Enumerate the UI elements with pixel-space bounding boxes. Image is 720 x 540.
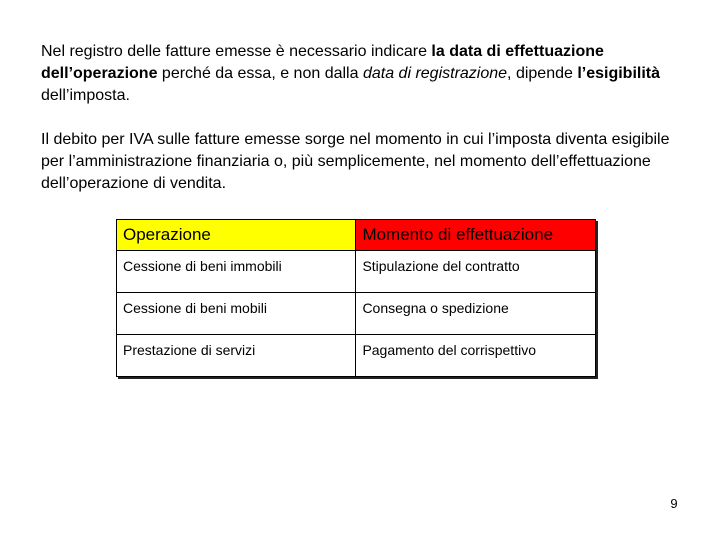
intro-paragraph [41,41,691,107]
table-row [117,293,596,335]
header-operazione: Operazione [117,220,356,251]
cell-momento: Pagamento del corrispettivo [356,335,596,377]
cell-operazione: Cessione di beni immobili [117,251,356,293]
page-number: 9 [670,496,678,511]
bold-text: l’esigibilità [577,65,661,82]
italic-text: data di registrazione [362,65,508,82]
paragraph-text: , dipende [507,65,578,82]
header-momento: Momento di effettuazione [356,220,596,251]
cell-operazione: Cessione di beni mobili [117,293,356,335]
table-row [117,251,596,293]
table-row [117,335,596,377]
effettuazione-table [116,219,596,377]
paragraph-text: dell’imposta. [41,87,130,104]
debt-paragraph: Il debito per IVA sulle fatture emesse sorge nel momento in cui l’imposta diventa esigibile per l’amministrazione finanziaria o, più semplicemente, nel momento dell’effettuazione dell’operazione di vendita. [41,131,670,192]
cell-momento: Stipulazione del contratto [356,251,596,293]
bold-text: la data di effettuazione dell’operazione [41,43,604,82]
paragraph-text: perché da essa, e non dalla [157,65,363,82]
paragraph-text: Nel registro delle fatture emesse è necessario indicare [41,43,432,60]
cell-momento: Consegna o spedizione [356,293,596,335]
table-header-row [117,220,596,251]
cell-operazione: Prestazione di servizi [117,335,356,377]
